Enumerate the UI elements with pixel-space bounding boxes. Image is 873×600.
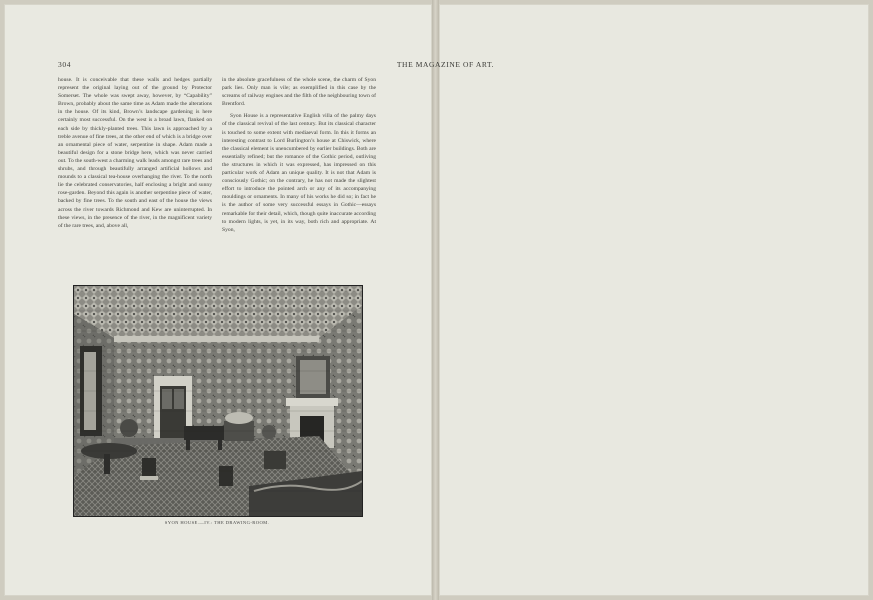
text-column-left <box>58 76 212 230</box>
drawing-room-engraving <box>73 285 363 517</box>
paragraph: Syon House is a representative English villa of the palmy days of the classical revival of the last century. But its classical character is touched to some extent with mediaeval form. In this it forms an interesting contrast to Lord Burlington’s house at Chiswick, where the classical element is unencumbered by earlier buildings. Both are essentially refined; but the romance of the Gothic period, outliving the structures in which it was expressed, has impressed on this particular work of Adam an unique quality. It is not that Adam is consciously Gothic; on the contrary, he has not made the slightest effort to introduce the pointed arch or any of its accompanying mouldings or ornaments. In many of his works he did so; in fact he is the author of some very successful essays in Gothic—essays remarkable for their detail, which, though quite inaccurate according to modern lights, is yet, in its way, both rich and appropriate. At Syon, <box>222 113 376 233</box>
paragraph: in the absolute gracefulness of the whole scene, the charm of Syon park lies. Only man is vile; as exemplified in this case by the screams of railway engines and the filth of the neighbouring town of Brentford. <box>222 77 376 108</box>
right-page-blank <box>439 4 869 596</box>
page-header <box>58 60 833 72</box>
book-gutter <box>432 0 439 600</box>
text-column-right <box>222 76 376 234</box>
running-head: THE MAGAZINE OF ART. <box>396 60 495 69</box>
illustration-caption: SYON HOUSE.—IV.: THE DRAWING-ROOM. <box>164 520 270 525</box>
engraving-image <box>74 286 362 516</box>
page-number: 304 <box>58 60 72 69</box>
paragraph: house. It is conceivable that these walls and hedges partially represent the original laying out of the ground by Protector Somerset. The whole was swept away, however, by “Capability” Brown, probably about the same time as Adam made the alterations in the house. Of its kind, Brown’s landscape gardening is here certainly most successful. On the west is a broad lawn, flanked on each side by thickly-planted trees. This lawn is approached by a treble avenue of fine trees, at the other end of which is a bridge over an ornamental piece of water, serpentine in shape. Adam made a beautiful design for a stone bridge here, which was never carried out. To the south-west a charming walk leads amongst rare trees and shrubs, and through beautifully arranged artificial hollows and mounds to a classical tea-house overhanging the river. To the north lie the celebrated conservatories, half enclosing a bright and sunny rose-garden. Beyond this again is another serpentine piece of water, backed by fine trees. To the south and east of the house the views across the river towards Richmond and Kew are uninterrupted. In these views, in the presence of the river, in the magnificent variety of the rare trees, and, above all, <box>58 77 212 229</box>
